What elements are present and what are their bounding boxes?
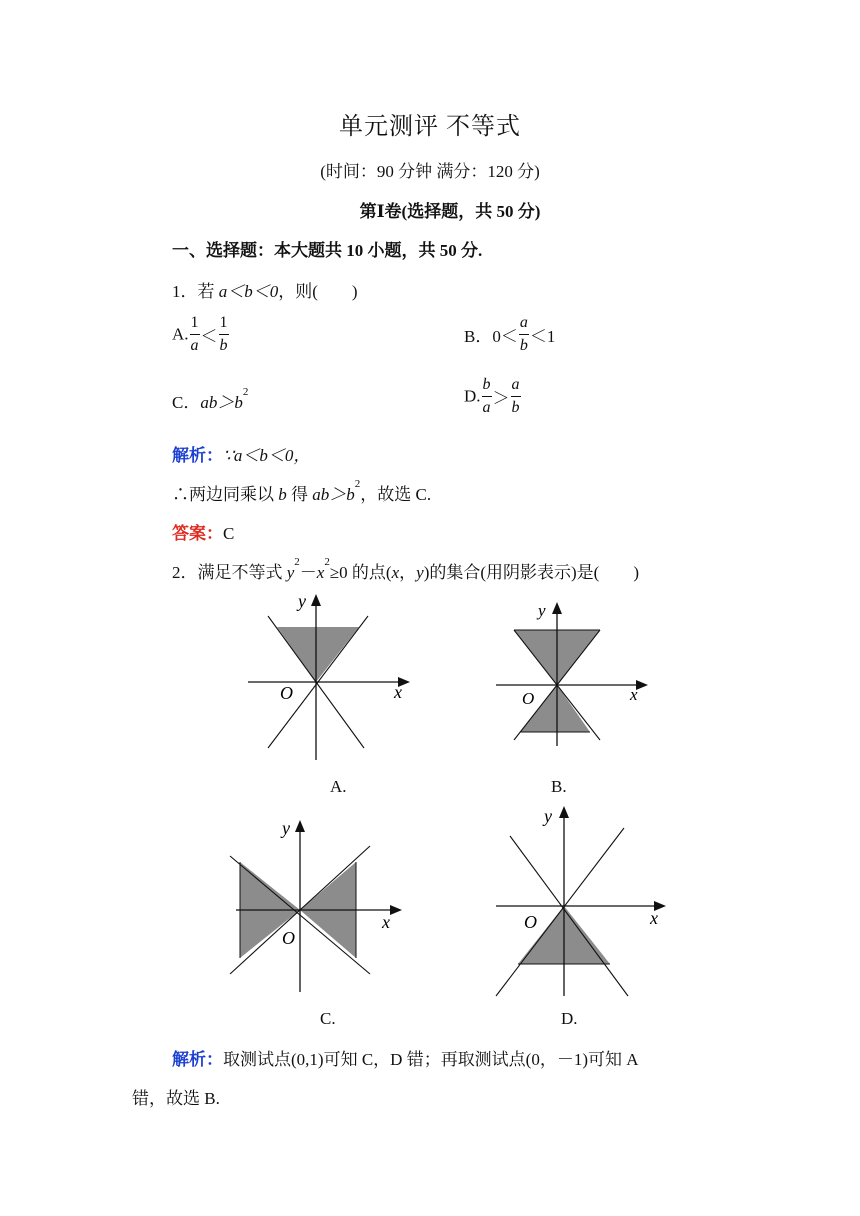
- exam-info: (时间：90 分钟 满分：120 分): [320, 162, 540, 181]
- answer-1: 答案：C: [172, 524, 235, 543]
- analysis-1: 解析：∵a＜b＜0，: [172, 446, 311, 465]
- caption-c: C.: [320, 1009, 336, 1028]
- caption-b: B.: [551, 777, 567, 796]
- question-1-stem: 1．若 a＜b＜0，则( ): [172, 282, 358, 301]
- line-y-x-d: [496, 828, 624, 996]
- x-label-c: x: [382, 912, 390, 932]
- section-heading: 一、选择题：本大题共 10 小题，共 50 分.: [172, 241, 483, 260]
- caption-a: A.: [330, 777, 347, 796]
- option-1a: A. $\frac{1}{a}$ ＜ $\frac{1}{b}$: [172, 314, 228, 354]
- analysis-2: 解析：取测试点(0,1)可知 C，D 错；再取测试点(0，－1)可知 A: [172, 1050, 639, 1069]
- caption-d: D.: [561, 1009, 578, 1028]
- x-label-b: x: [630, 685, 638, 704]
- origin-label-a: O: [280, 683, 293, 703]
- analysis-1-line2: ∴两边同乘以 b 得 $ab>b^2$，故选 C.: [172, 478, 432, 504]
- x-label-d: x: [650, 908, 658, 928]
- figure-b: [490, 596, 660, 756]
- figure-c: [222, 814, 412, 998]
- shaded-region-a: [277, 627, 359, 682]
- y-label-d: y: [544, 806, 552, 826]
- option-1c: C．$ab>b^2$: [172, 386, 249, 412]
- volume-heading: 第Ⅰ卷(选择题，共 50 分): [359, 202, 541, 221]
- x-label-a: x: [394, 682, 402, 702]
- origin-label-b: O: [522, 689, 535, 708]
- question-2-stem: 2．满足不等式 $y^2-x^2\ge 0$ 的点(x，y)的集合(用阴影表示)是( ): [172, 556, 639, 582]
- page-title: 单元测评 不等式: [339, 114, 521, 140]
- option-1d: D. $\frac{b}{a}$ ＞ $\frac{a}{b}$: [464, 376, 520, 416]
- y-label-c: y: [282, 818, 290, 838]
- y-label-a: y: [298, 591, 306, 611]
- y-label-b: y: [538, 601, 546, 620]
- analysis-2-line2: 错，故选 B.: [132, 1089, 220, 1108]
- figure-a: [240, 588, 420, 768]
- figure-d: [488, 800, 678, 1000]
- origin-label-d: O: [524, 912, 537, 932]
- option-1b: B．0＜ $\frac{a}{b}$ ＜1: [464, 314, 556, 354]
- origin-label-c: O: [282, 928, 295, 948]
